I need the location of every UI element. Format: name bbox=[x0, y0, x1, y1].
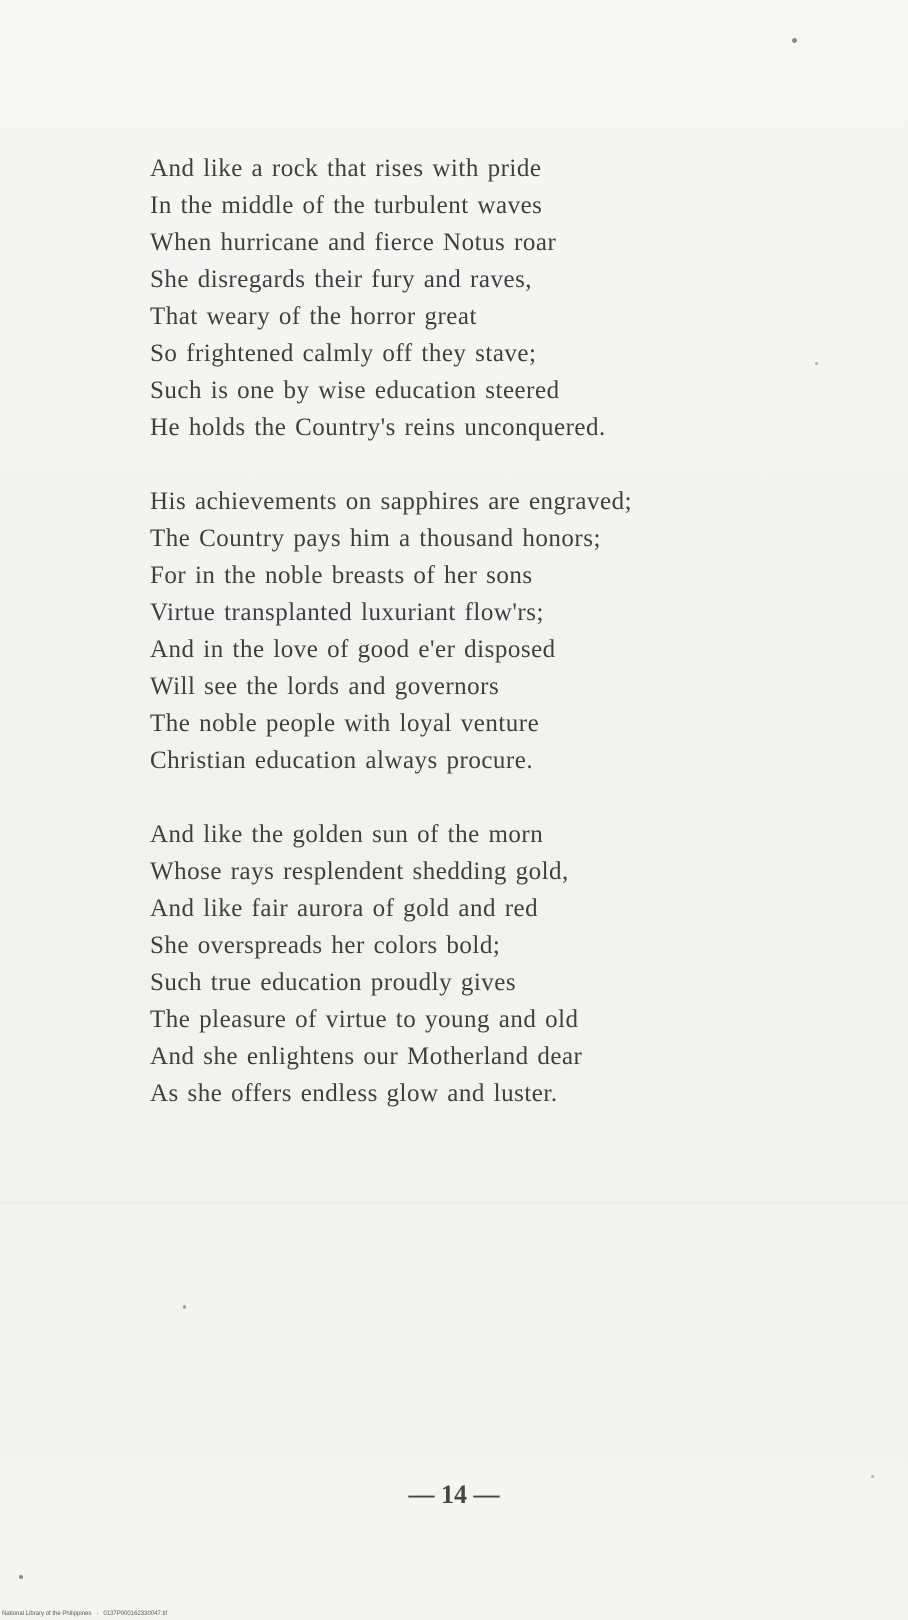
poem-line: That weary of the horror great bbox=[150, 303, 477, 330]
poem bbox=[150, 150, 850, 1112]
poem-line: The noble people with loyal venture bbox=[150, 710, 540, 737]
page-number: — 14 — bbox=[408, 1480, 500, 1509]
poem-line: When hurricane and fierce Notus roar bbox=[150, 229, 557, 256]
poem-line: In the middle of the turbulent waves bbox=[150, 192, 543, 219]
footer-identifier: 0137P000162330047.tif bbox=[103, 1611, 168, 1617]
poem-line: And she enlightens our Motherland dear bbox=[150, 1043, 583, 1070]
dust-speck bbox=[871, 1475, 874, 1478]
poem-line: She overspreads her colors bold; bbox=[150, 932, 501, 959]
poem-line: Will see the lords and governors bbox=[150, 673, 500, 700]
stanza-3 bbox=[150, 816, 850, 1112]
scan-footer bbox=[2, 1610, 167, 1618]
footer-source: National Library of the Philippines bbox=[2, 1611, 92, 1617]
stanza-1 bbox=[150, 150, 850, 446]
dust-speck bbox=[815, 362, 818, 365]
dust-speck bbox=[183, 1305, 186, 1309]
poem-line: For in the noble breasts of her sons bbox=[150, 562, 533, 589]
poem-line: Whose rays resplendent shedding gold, bbox=[150, 858, 569, 885]
poem-line: As she offers endless glow and luster. bbox=[150, 1080, 558, 1107]
poem-line: And like a rock that rises with pride bbox=[150, 155, 542, 182]
dust-speck bbox=[19, 1575, 23, 1579]
poem-line: And like the golden sun of the morn bbox=[150, 821, 544, 848]
poem-line: Such true education proudly gives bbox=[150, 969, 517, 996]
stanza-2 bbox=[150, 483, 850, 779]
poem-line: And like fair aurora of gold and red bbox=[150, 895, 539, 922]
poem-line: His achievements on sapphires are engraved; bbox=[150, 488, 633, 515]
show-through-band bbox=[0, 1200, 908, 1206]
poem-line: Such is one by wise education steered bbox=[150, 377, 560, 404]
poem-line: Virtue transplanted luxuriant flow'rs; bbox=[150, 599, 544, 626]
poem-line: She disregards their fury and raves, bbox=[150, 266, 533, 293]
poem-line: He holds the Country's reins unconquered. bbox=[150, 414, 606, 441]
footer-separator: · bbox=[93, 1611, 102, 1617]
poem-line: And in the love of good e'er disposed bbox=[150, 636, 556, 663]
dust-speck bbox=[792, 38, 797, 43]
poem-line: The pleasure of virtue to young and old bbox=[150, 1006, 579, 1033]
poem-line: So frightened calmly off they stave; bbox=[150, 340, 537, 367]
poem-line: Christian education always procure. bbox=[150, 747, 534, 774]
poem-line: The Country pays him a thousand honors; bbox=[150, 525, 601, 552]
